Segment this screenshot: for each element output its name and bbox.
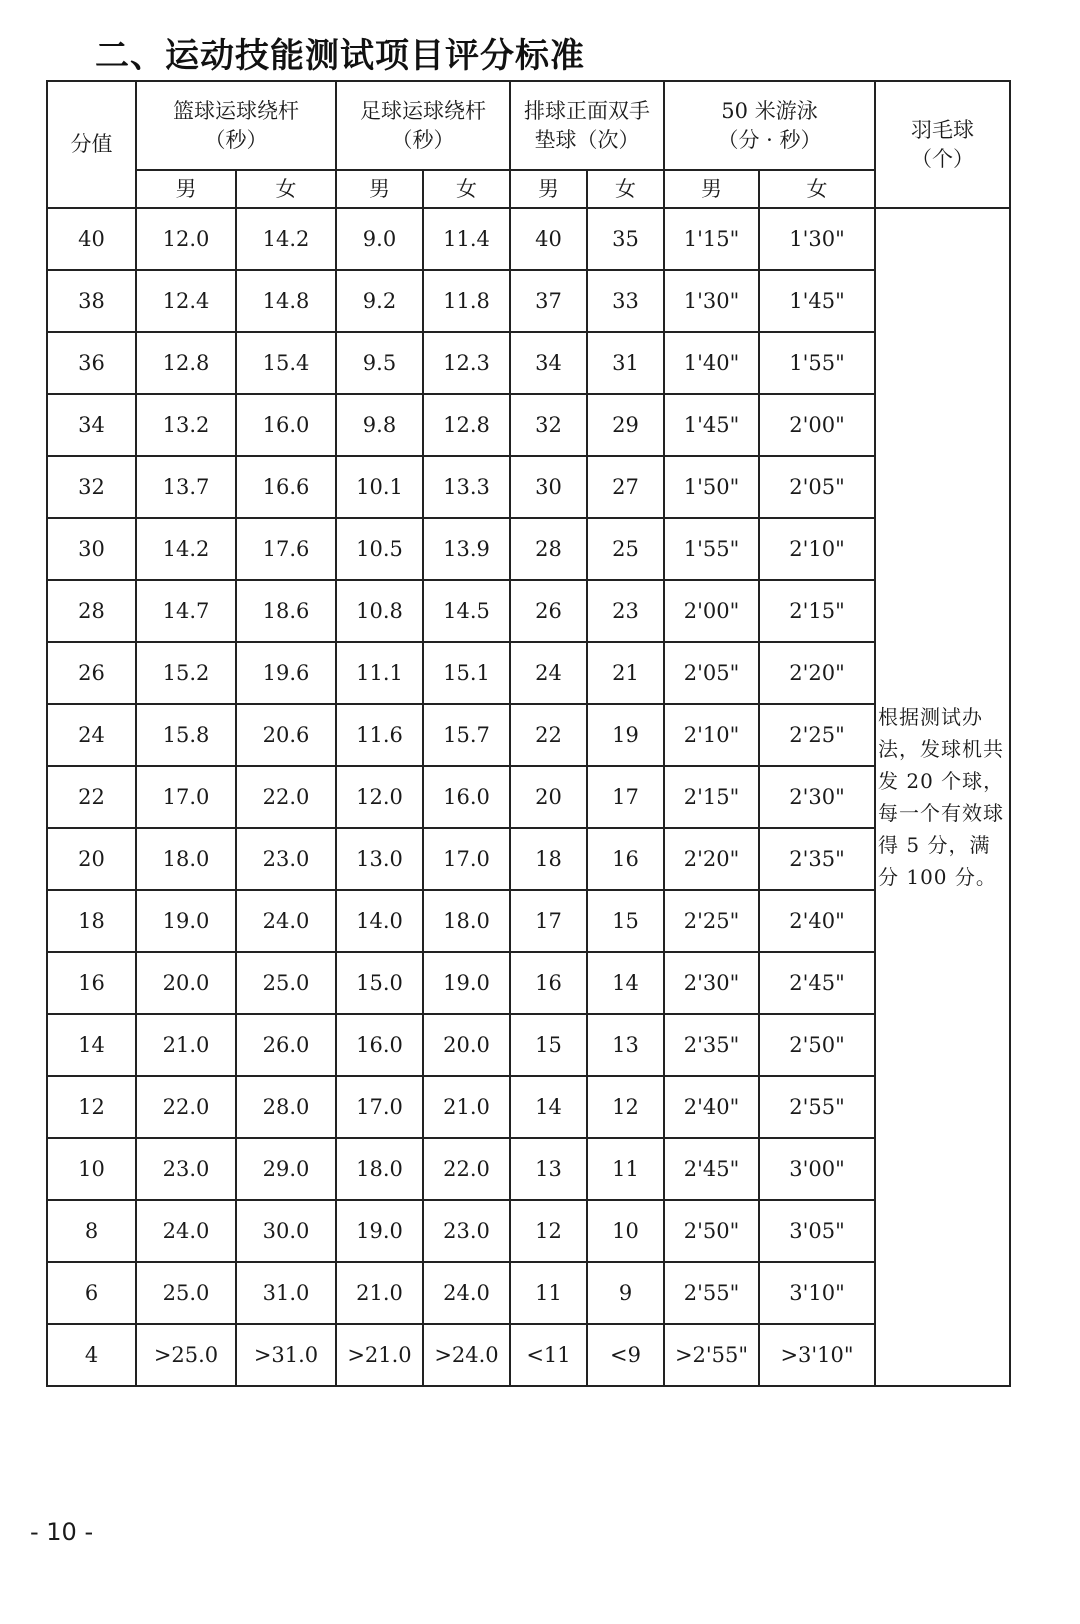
table-row — [47, 1262, 1010, 1324]
table-row — [47, 828, 1010, 890]
score-cell: 24 — [47, 704, 136, 766]
basketball-female-cell: 16.0 — [236, 394, 336, 456]
volleyball-male-cell: 17 — [510, 890, 587, 952]
score-cell: 18 — [47, 890, 136, 952]
basketball-male-cell: 18.0 — [136, 828, 236, 890]
swim-male-cell: 2'45" — [664, 1138, 759, 1200]
page-number: - 10 - — [30, 1518, 94, 1546]
table-row — [47, 456, 1010, 518]
swim-female-cell: 2'20" — [759, 642, 875, 704]
basketball-male-cell: 21.0 — [136, 1014, 236, 1076]
swim-female-cell: 1'45" — [759, 270, 875, 332]
swim-female-cell: 3'05" — [759, 1200, 875, 1262]
basketball-female-cell: 31.0 — [236, 1262, 336, 1324]
swim-female-cell: 2'25" — [759, 704, 875, 766]
swim-male-cell: 1'50" — [664, 456, 759, 518]
table-row — [47, 642, 1010, 704]
score-cell: 28 — [47, 580, 136, 642]
swim-female-cell: 2'05" — [759, 456, 875, 518]
header-female: 女 — [587, 170, 664, 208]
basketball-female-cell: 16.6 — [236, 456, 336, 518]
swim-male-cell: 2'05" — [664, 642, 759, 704]
volleyball-female-cell: 21 — [587, 642, 664, 704]
volleyball-female-cell: 35 — [587, 208, 664, 270]
header-score: 分值 — [47, 81, 136, 208]
volleyball-female-cell: 15 — [587, 890, 664, 952]
header-female: 女 — [759, 170, 875, 208]
basketball-female-cell: >31.0 — [236, 1324, 336, 1386]
football-male-cell: 10.1 — [336, 456, 423, 518]
score-cell: 4 — [47, 1324, 136, 1386]
basketball-female-cell: 22.0 — [236, 766, 336, 828]
basketball-female-cell: 29.0 — [236, 1138, 336, 1200]
header-male: 男 — [510, 170, 587, 208]
swim-female-cell: 2'30" — [759, 766, 875, 828]
basketball-male-cell: 23.0 — [136, 1138, 236, 1200]
header-swim: 50 米游泳 （分 · 秒） — [664, 81, 875, 170]
football-male-cell: 10.5 — [336, 518, 423, 580]
basketball-female-cell: 19.6 — [236, 642, 336, 704]
football-male-cell: 9.5 — [336, 332, 423, 394]
table-row — [47, 208, 1010, 270]
football-female-cell: 18.0 — [423, 890, 510, 952]
volleyball-female-cell: 10 — [587, 1200, 664, 1262]
basketball-male-cell: 13.7 — [136, 456, 236, 518]
volleyball-female-cell: 17 — [587, 766, 664, 828]
volleyball-female-cell: 12 — [587, 1076, 664, 1138]
football-male-cell: 18.0 — [336, 1138, 423, 1200]
table-row — [47, 704, 1010, 766]
volleyball-female-cell: 9 — [587, 1262, 664, 1324]
football-male-cell: 12.0 — [336, 766, 423, 828]
basketball-male-cell: >25.0 — [136, 1324, 236, 1386]
table-row — [47, 332, 1010, 394]
table-body — [47, 208, 1010, 1386]
score-cell: 30 — [47, 518, 136, 580]
volleyball-female-cell: 27 — [587, 456, 664, 518]
header-male: 男 — [664, 170, 759, 208]
swim-female-cell: 2'00" — [759, 394, 875, 456]
football-female-cell: >24.0 — [423, 1324, 510, 1386]
swim-male-cell: >2'55" — [664, 1324, 759, 1386]
volleyball-male-cell: 18 — [510, 828, 587, 890]
score-cell: 8 — [47, 1200, 136, 1262]
volleyball-female-cell: 14 — [587, 952, 664, 1014]
football-female-cell: 12.8 — [423, 394, 510, 456]
swim-female-cell: 3'10" — [759, 1262, 875, 1324]
basketball-female-cell: 28.0 — [236, 1076, 336, 1138]
volleyball-male-cell: 30 — [510, 456, 587, 518]
basketball-female-cell: 25.0 — [236, 952, 336, 1014]
basketball-male-cell: 20.0 — [136, 952, 236, 1014]
football-male-cell: 21.0 — [336, 1262, 423, 1324]
table-row — [47, 952, 1010, 1014]
swim-male-cell: 2'20" — [664, 828, 759, 890]
swim-male-cell: 2'25" — [664, 890, 759, 952]
score-cell: 14 — [47, 1014, 136, 1076]
volleyball-female-cell: 29 — [587, 394, 664, 456]
football-male-cell: 9.8 — [336, 394, 423, 456]
header-female: 女 — [423, 170, 510, 208]
swim-male-cell: 1'30" — [664, 270, 759, 332]
swim-male-cell: 2'35" — [664, 1014, 759, 1076]
football-male-cell: 17.0 — [336, 1076, 423, 1138]
page-title: 二、运动技能测试项目评分标准 — [95, 36, 585, 76]
football-male-cell: 11.1 — [336, 642, 423, 704]
header-male: 男 — [136, 170, 236, 208]
basketball-female-cell: 14.8 — [236, 270, 336, 332]
volleyball-male-cell: 15 — [510, 1014, 587, 1076]
volleyball-male-cell: <11 — [510, 1324, 587, 1386]
volleyball-male-cell: 16 — [510, 952, 587, 1014]
score-cell: 36 — [47, 332, 136, 394]
basketball-male-cell: 12.0 — [136, 208, 236, 270]
basketball-male-cell: 12.8 — [136, 332, 236, 394]
table-row — [47, 1014, 1010, 1076]
swim-male-cell: 2'50" — [664, 1200, 759, 1262]
volleyball-male-cell: 37 — [510, 270, 587, 332]
table-row — [47, 1200, 1010, 1262]
football-female-cell: 19.0 — [423, 952, 510, 1014]
football-female-cell: 14.5 — [423, 580, 510, 642]
basketball-male-cell: 14.7 — [136, 580, 236, 642]
football-male-cell: 11.6 — [336, 704, 423, 766]
volleyball-female-cell: 23 — [587, 580, 664, 642]
score-cell: 22 — [47, 766, 136, 828]
score-cell: 20 — [47, 828, 136, 890]
table-row — [47, 580, 1010, 642]
football-female-cell: 12.3 — [423, 332, 510, 394]
volleyball-female-cell: 33 — [587, 270, 664, 332]
swim-male-cell: 1'45" — [664, 394, 759, 456]
table-row — [47, 394, 1010, 456]
swim-female-cell: 1'55" — [759, 332, 875, 394]
basketball-female-cell: 15.4 — [236, 332, 336, 394]
football-male-cell: >21.0 — [336, 1324, 423, 1386]
score-cell: 10 — [47, 1138, 136, 1200]
volleyball-male-cell: 26 — [510, 580, 587, 642]
header-football: 足球运球绕杆 （秒） — [336, 81, 510, 170]
volleyball-male-cell: 22 — [510, 704, 587, 766]
football-female-cell: 11.4 — [423, 208, 510, 270]
basketball-male-cell: 19.0 — [136, 890, 236, 952]
football-female-cell: 17.0 — [423, 828, 510, 890]
header-basketball: 篮球运球绕杆 （秒） — [136, 81, 336, 170]
score-cell: 32 — [47, 456, 136, 518]
volleyball-male-cell: 34 — [510, 332, 587, 394]
football-female-cell: 11.8 — [423, 270, 510, 332]
header-badminton: 羽毛球 （个） — [875, 81, 1010, 208]
swim-female-cell: 2'55" — [759, 1076, 875, 1138]
table-row — [47, 1076, 1010, 1138]
table-row — [47, 1138, 1010, 1200]
basketball-female-cell: 26.0 — [236, 1014, 336, 1076]
score-cell: 26 — [47, 642, 136, 704]
basketball-female-cell: 20.6 — [236, 704, 336, 766]
volleyball-male-cell: 11 — [510, 1262, 587, 1324]
basketball-female-cell: 23.0 — [236, 828, 336, 890]
volleyball-female-cell: 25 — [587, 518, 664, 580]
football-male-cell: 9.2 — [336, 270, 423, 332]
header-female: 女 — [236, 170, 336, 208]
basketball-male-cell: 15.2 — [136, 642, 236, 704]
score-cell: 38 — [47, 270, 136, 332]
volleyball-male-cell: 20 — [510, 766, 587, 828]
swim-female-cell: 3'00" — [759, 1138, 875, 1200]
football-male-cell: 16.0 — [336, 1014, 423, 1076]
score-cell: 40 — [47, 208, 136, 270]
swim-male-cell: 2'10" — [664, 704, 759, 766]
football-female-cell: 21.0 — [423, 1076, 510, 1138]
basketball-male-cell: 17.0 — [136, 766, 236, 828]
table-row — [47, 890, 1010, 952]
football-male-cell: 15.0 — [336, 952, 423, 1014]
swim-female-cell: 1'30" — [759, 208, 875, 270]
football-male-cell: 19.0 — [336, 1200, 423, 1262]
score-cell: 16 — [47, 952, 136, 1014]
basketball-female-cell: 30.0 — [236, 1200, 336, 1262]
volleyball-male-cell: 24 — [510, 642, 587, 704]
table-row — [47, 518, 1010, 580]
swim-male-cell: 2'00" — [664, 580, 759, 642]
football-female-cell: 13.3 — [423, 456, 510, 518]
swim-female-cell: 2'35" — [759, 828, 875, 890]
swim-female-cell: 2'15" — [759, 580, 875, 642]
volleyball-male-cell: 32 — [510, 394, 587, 456]
badminton-note: 根据测试办法，发球机共发 20 个球，每一个有效球得 5 分，满分 100 分。 — [875, 208, 1010, 1386]
volleyball-male-cell: 13 — [510, 1138, 587, 1200]
swim-male-cell: 2'15" — [664, 766, 759, 828]
table-row — [47, 766, 1010, 828]
volleyball-female-cell: 11 — [587, 1138, 664, 1200]
volleyball-male-cell: 40 — [510, 208, 587, 270]
swim-female-cell: 2'50" — [759, 1014, 875, 1076]
basketball-male-cell: 12.4 — [136, 270, 236, 332]
swim-male-cell: 1'40" — [664, 332, 759, 394]
football-female-cell: 20.0 — [423, 1014, 510, 1076]
football-male-cell: 14.0 — [336, 890, 423, 952]
football-female-cell: 16.0 — [423, 766, 510, 828]
basketball-male-cell: 22.0 — [136, 1076, 236, 1138]
score-cell: 12 — [47, 1076, 136, 1138]
basketball-female-cell: 24.0 — [236, 890, 336, 952]
basketball-female-cell: 17.6 — [236, 518, 336, 580]
volleyball-female-cell: <9 — [587, 1324, 664, 1386]
swim-male-cell: 1'55" — [664, 518, 759, 580]
football-male-cell: 13.0 — [336, 828, 423, 890]
swim-female-cell: >3'10" — [759, 1324, 875, 1386]
header-male: 男 — [336, 170, 423, 208]
score-cell: 34 — [47, 394, 136, 456]
volleyball-male-cell: 12 — [510, 1200, 587, 1262]
volleyball-male-cell: 28 — [510, 518, 587, 580]
football-male-cell: 10.8 — [336, 580, 423, 642]
football-female-cell: 15.7 — [423, 704, 510, 766]
swim-female-cell: 2'45" — [759, 952, 875, 1014]
basketball-male-cell: 25.0 — [136, 1262, 236, 1324]
volleyball-female-cell: 16 — [587, 828, 664, 890]
swim-female-cell: 2'40" — [759, 890, 875, 952]
football-male-cell: 9.0 — [336, 208, 423, 270]
header-volleyball: 排球正面双手 垫球（次） — [510, 81, 664, 170]
swim-female-cell: 2'10" — [759, 518, 875, 580]
football-female-cell: 23.0 — [423, 1200, 510, 1262]
volleyball-male-cell: 14 — [510, 1076, 587, 1138]
basketball-male-cell: 15.8 — [136, 704, 236, 766]
basketball-male-cell: 13.2 — [136, 394, 236, 456]
volleyball-female-cell: 19 — [587, 704, 664, 766]
basketball-female-cell: 18.6 — [236, 580, 336, 642]
football-female-cell: 15.1 — [423, 642, 510, 704]
basketball-female-cell: 14.2 — [236, 208, 336, 270]
football-female-cell: 24.0 — [423, 1262, 510, 1324]
swim-male-cell: 2'55" — [664, 1262, 759, 1324]
volleyball-female-cell: 13 — [587, 1014, 664, 1076]
football-female-cell: 22.0 — [423, 1138, 510, 1200]
volleyball-female-cell: 31 — [587, 332, 664, 394]
table-row — [47, 1324, 1010, 1386]
football-female-cell: 13.9 — [423, 518, 510, 580]
swim-male-cell: 2'40" — [664, 1076, 759, 1138]
basketball-male-cell: 14.2 — [136, 518, 236, 580]
table-row — [47, 270, 1010, 332]
scoring-table — [46, 80, 1011, 1387]
basketball-male-cell: 24.0 — [136, 1200, 236, 1262]
swim-male-cell: 2'30" — [664, 952, 759, 1014]
swim-male-cell: 1'15" — [664, 208, 759, 270]
score-cell: 6 — [47, 1262, 136, 1324]
